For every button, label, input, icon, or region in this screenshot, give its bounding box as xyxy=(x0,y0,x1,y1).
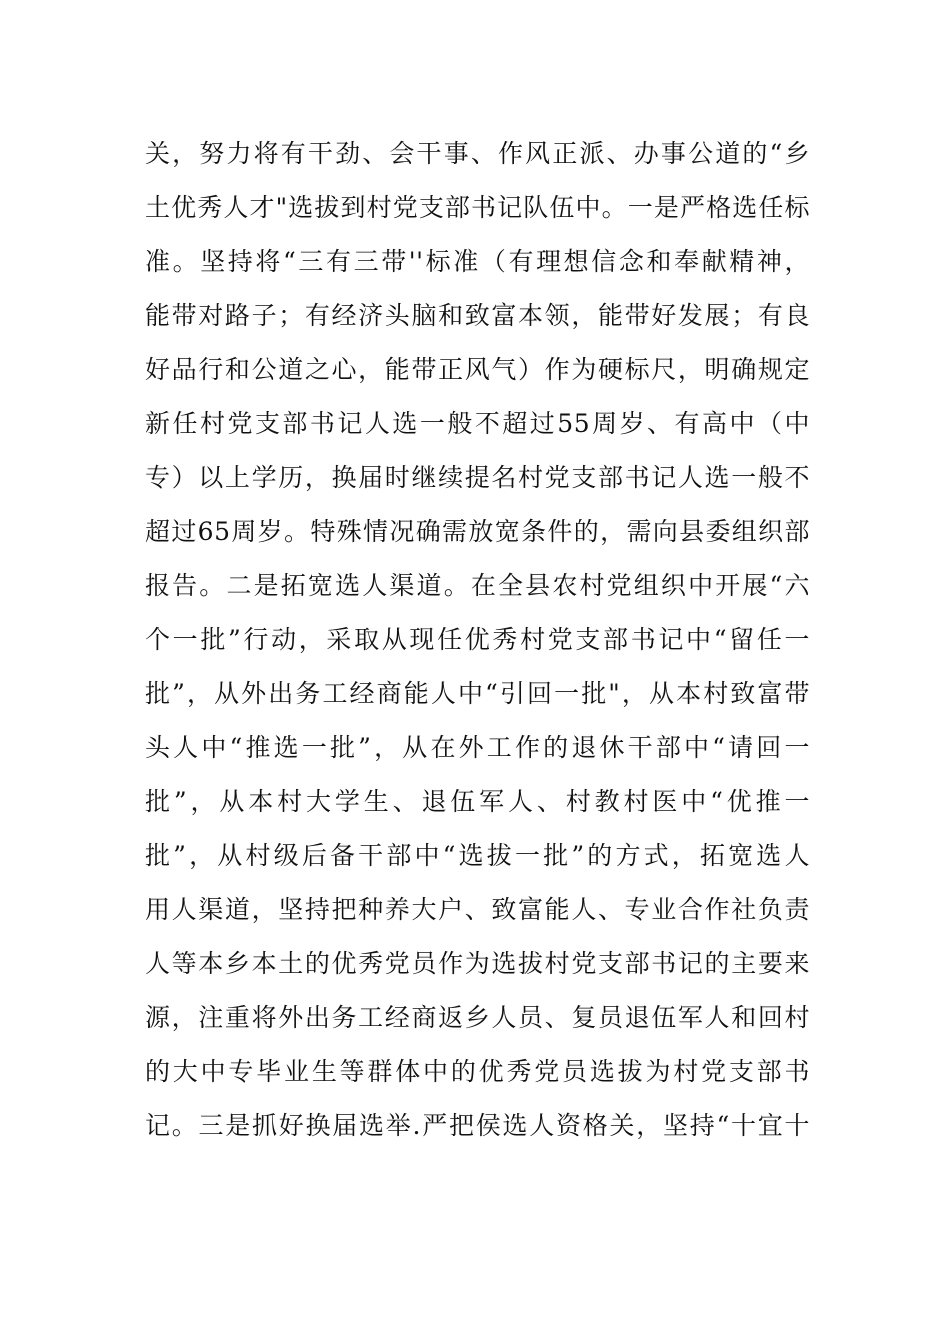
text-line: 报告。二是拓宽选人渠道。在全县农村党组织中开展“六 xyxy=(145,571,810,600)
text-line: 关，努力将有干劲、会干事、作风正派、办事公道的“乡 xyxy=(145,139,810,168)
text-line: 头人中“推选一批”，从在外工作的退休干部中“请回一 xyxy=(145,733,810,762)
text-line: 用人渠道，坚持把种养大户、致富能人、专业合作社负责 xyxy=(145,895,810,924)
text-line: 的大中专毕业生等群体中的优秀党员选拔为村党支部书 xyxy=(145,1057,810,1086)
text-line: 批”，从外出务工经商能人中“引回一批"，从本村致富带 xyxy=(145,679,810,708)
text-line: 批”，从村级后备干部中“选拔一批”的方式，拓宽选人 xyxy=(145,841,810,870)
body-text xyxy=(145,127,810,1153)
text-line: 准。坚持将“三有三带''标准（有理想信念和奉献精神， xyxy=(145,247,810,276)
text-line: 记。三是抓好换届选举.严把侯选人资格关，坚持“十宜十 xyxy=(145,1111,810,1140)
text-line: 能带对路子；有经济头脑和致富本领，能带好发展；有良 xyxy=(145,301,810,330)
text-line: 新任村党支部书记人选一般不超过55周岁、有高中（中 xyxy=(145,409,810,438)
text-line: 批”，从本村大学生、退伍军人、村教村医中“优推一 xyxy=(145,787,810,816)
text-line: 源，注重将外出务工经商返乡人员、复员退伍军人和回村 xyxy=(145,1003,810,1032)
text-line: 个一批”行动，采取从现任优秀村党支部书记中“留任一 xyxy=(145,625,810,654)
text-line: 好品行和公道之心，能带正风气）作为硬标尺，明确规定 xyxy=(145,355,810,384)
text-line: 专）以上学历，换届时继续提名村党支部书记人选一般不 xyxy=(145,463,810,492)
text-line: 土优秀人才"选拔到村党支部书记队伍中。一是严格选任标 xyxy=(145,193,810,222)
text-line: 超过65周岁。特殊情况确需放宽条件的，需向县委组织部 xyxy=(145,517,810,546)
text-line: 人等本乡本土的优秀党员作为选拔村党支部书记的主要来 xyxy=(145,949,810,978)
